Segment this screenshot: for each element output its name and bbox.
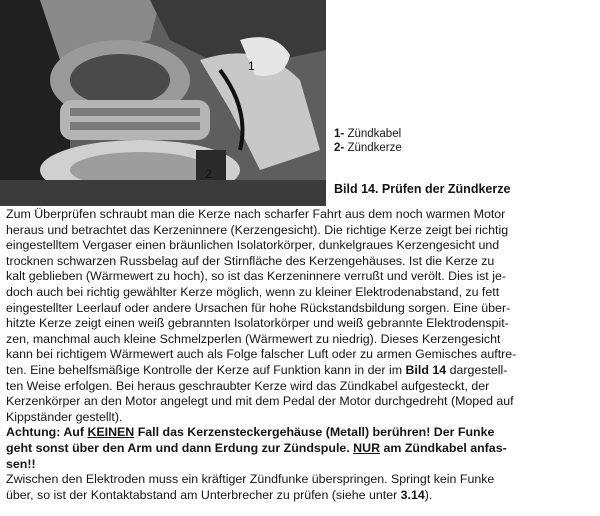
- legend-label: Zündkerze: [347, 142, 402, 154]
- text-line: eingestellter Leerlauf oder andere Ursachen für hohe Rückstandsbildung sorgen. Eine über-: [6, 300, 511, 315]
- text-line: zen, manchmal auch kleine Schmelzperlen (Wärmewert zu niedrig). Dieses Kerzengesicht: [6, 331, 501, 346]
- text-line: Zwischen den Elektroden muss ein kräftiger Zündfunke überspringen. Springt kein Funke: [6, 472, 495, 487]
- text-segment: ).: [424, 487, 433, 502]
- warning-text: Achtung: Auf: [6, 425, 88, 440]
- legend-number: 2-: [334, 142, 345, 154]
- text-line: hitzte Kerze zeigt einen weiß gebrannten Isolatorkörper und weiß gebrannte Elektrodenspit-: [6, 316, 509, 331]
- text-line: kalt geblieben (Wärmewert zu hoch), so ist das Kerzeninnere verrußt und verölt. Dies ist je-: [6, 269, 506, 284]
- figure-legend: [334, 127, 402, 155]
- legend-item: [334, 141, 402, 155]
- engine-photo-graphic: [0, 0, 326, 206]
- text-segment: über, so ist der Kontaktabstand am Unterbrecher zu prüfen (siehe unter: [6, 487, 401, 502]
- text-line: trocknen schwarzen Russbelag auf der Stirnfläche des Kerzengehäuses. Ist die Kerze zu: [6, 253, 495, 268]
- warning-emphasis: NUR: [353, 440, 381, 455]
- warning-emphasis: KEINEN: [87, 425, 135, 440]
- text-segment: dargestell-: [446, 362, 508, 377]
- text-line: Kippständer gestellt).: [6, 409, 123, 424]
- figure-caption: Bild 14. Prüfen der Zündkerze: [334, 182, 511, 196]
- legend-label: Zündkabel: [347, 128, 402, 140]
- section-reference: 3.14: [400, 487, 425, 502]
- svg-text:1: 1: [248, 59, 255, 73]
- text-line: [6, 363, 594, 379]
- warning-line: [6, 425, 594, 441]
- legend-item: [334, 127, 402, 141]
- text-segment: ten. Eine behelfsmäßige Kontrolle der Kerze auf Funktion kann in der im: [6, 362, 406, 377]
- body-text: [6, 207, 594, 503]
- figure-reference: Bild 14: [405, 362, 447, 377]
- warning-text: Fall das Kerzensteckergehäuse (Metall) berühren! Der Funke: [134, 425, 495, 440]
- text-line: kann bei richtigem Wärmewert auch als Folge falscher Luft oder zu armen Gemisches auftre-: [6, 347, 517, 362]
- text-line: Kerzenkörper an den Motor angelegt und mit dem Pedal der Motor durchgedreht (Moped auf: [6, 394, 514, 409]
- warning-line: sen!!: [6, 456, 36, 471]
- text-line: eingestelltem Vergaser einen bräunlichen Isolatorkörper, dunkelgraues Kerzengesicht und: [6, 238, 500, 253]
- text-line: ten Weise erfolgen. Bei heraus geschraubter Kerze wird das Zündkabel aufgesteckt, der: [6, 378, 490, 393]
- engine-photo: [0, 0, 326, 206]
- text-line: Zum Überprüfen schraubt man die Kerze nach scharfer Fahrt aus dem noch warmen Motor: [6, 207, 506, 221]
- text-line: heraus und betrachtet das Kerzeninnere (Kerzengesicht). Die richtige Kerze zeigt bei richtig: [6, 222, 509, 237]
- text-line: doch auch bei richtig gewählter Kerze möglich, wenn zu kleiner Elektrodenabstand, zu fett: [6, 284, 500, 299]
- legend-number: 1-: [334, 128, 345, 140]
- text-line: [6, 488, 594, 504]
- warning-text: geht sonst über den Arm und dann Erdung zur Zündspule.: [6, 440, 354, 455]
- svg-text:2: 2: [205, 167, 212, 181]
- warning-line: [6, 441, 594, 457]
- warning-text: am Zündkabel anfas-: [380, 440, 507, 455]
